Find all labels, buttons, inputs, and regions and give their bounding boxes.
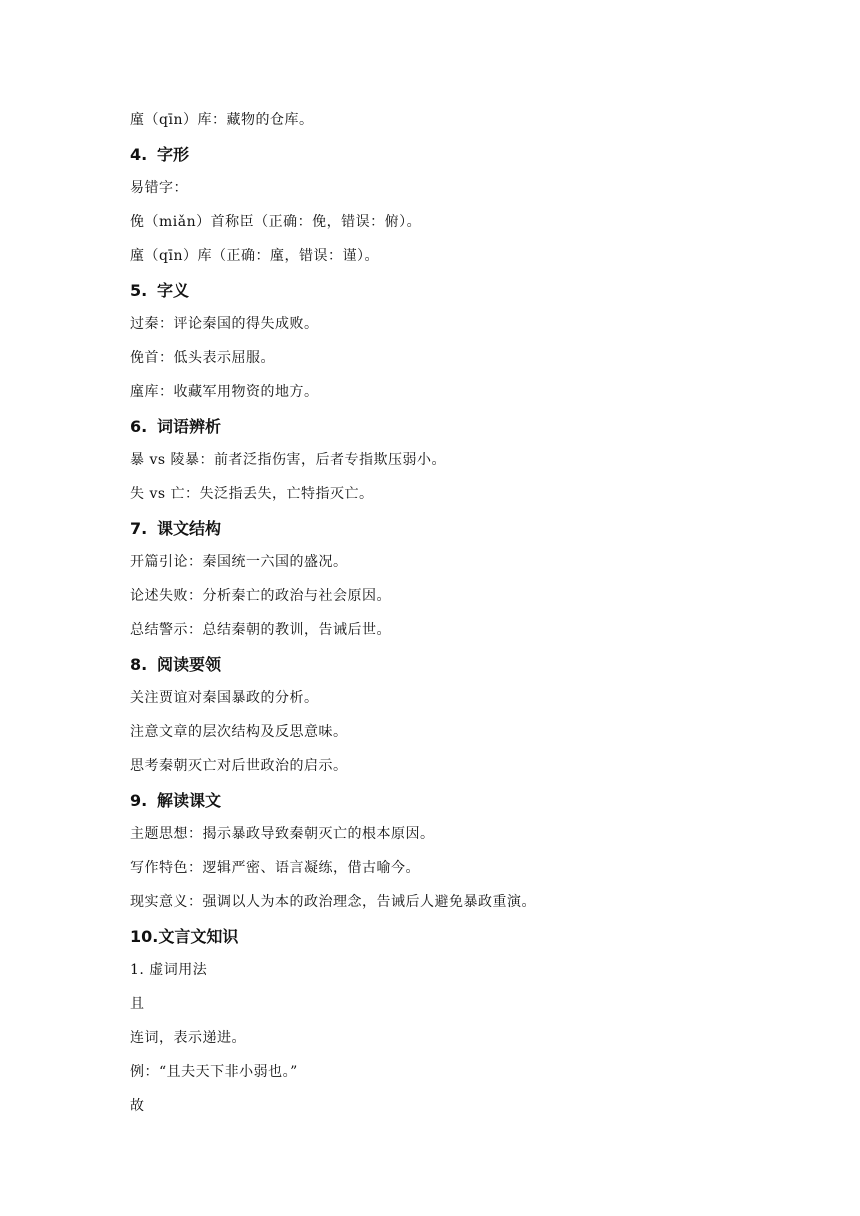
paragraph-line: 主题思想：揭示暴政导致秦朝灭亡的根本原因。 [130,826,435,842]
section-title: 字形 [157,145,190,164]
section-number: 10. [130,927,159,946]
section-heading [130,654,750,676]
paragraph-line: 失 vs 亡：失泛指丢失，亡特指灭亡。 [130,486,374,502]
paragraph-line: 现实意义：强调以人为本的政治理念，告诫后人避免暴政重演。 [130,894,536,910]
paragraph-line: 开篇引论：秦国统一六国的盛况。 [130,554,348,570]
section-number: 5. [130,281,148,300]
section-heading [130,280,750,302]
paragraph-line: 俛（miǎn）首称臣（正确：俛，错误：俯）。 [130,214,422,230]
section-number: 9. [130,791,148,810]
paragraph-line: 廑（qīn）库：藏物的仓库。 [130,112,314,128]
section-heading [130,790,750,812]
section-title: 文言文知识 [158,927,239,946]
paragraph-line: 注意文章的层次结构及反思意味。 [130,724,348,740]
paragraph-line: 故 [130,1098,145,1114]
paragraph-line: 俛首：低头表示屈服。 [130,350,275,366]
paragraph-line: 暴 vs 陵暴：前者泛指伤害，后者专指欺压弱小。 [130,452,446,468]
paragraph-line: 总结警示：总结秦朝的教训，告诫后世。 [130,622,391,638]
section-number: 8. [130,655,148,674]
section-heading [130,926,750,948]
paragraph-line: 且 [130,996,145,1012]
section-title: 解读课文 [157,791,222,810]
section-number: 6. [130,417,148,436]
paragraph-line: 1. 虚词用法 [130,962,208,978]
paragraph-line: 连词，表示递进。 [130,1030,246,1046]
paragraph-line: 思考秦朝灭亡对后世政治的启示。 [130,758,348,774]
paragraph-line: 例：“且夫天下非小弱也。” [130,1064,298,1080]
section-title: 字义 [157,281,190,300]
section-title: 词语辨析 [157,417,222,436]
section-heading [130,416,750,438]
section-title: 阅读要领 [157,655,222,674]
section-title: 课文结构 [157,519,222,538]
paragraph-line: 易错字： [130,180,188,196]
paragraph-line: 过秦：评论秦国的得失成败。 [130,316,319,332]
paragraph-line: 廑库：收藏军用物资的地方。 [130,384,319,400]
paragraph-line: 论述失败：分析秦亡的政治与社会原因。 [130,588,391,604]
paragraph-line: 关注贾谊对秦国暴政的分析。 [130,690,319,706]
section-number: 7. [130,519,148,538]
section-number: 4. [130,145,148,164]
section-heading [130,518,750,540]
paragraph-line: 写作特色：逻辑严密、语言凝练，借古喻今。 [130,860,420,876]
document-page [130,110,750,1130]
section-heading [130,144,750,166]
paragraph-line: 廑（qīn）库（正确：廑，错误：谨）。 [130,248,379,264]
document-body [130,110,750,1116]
